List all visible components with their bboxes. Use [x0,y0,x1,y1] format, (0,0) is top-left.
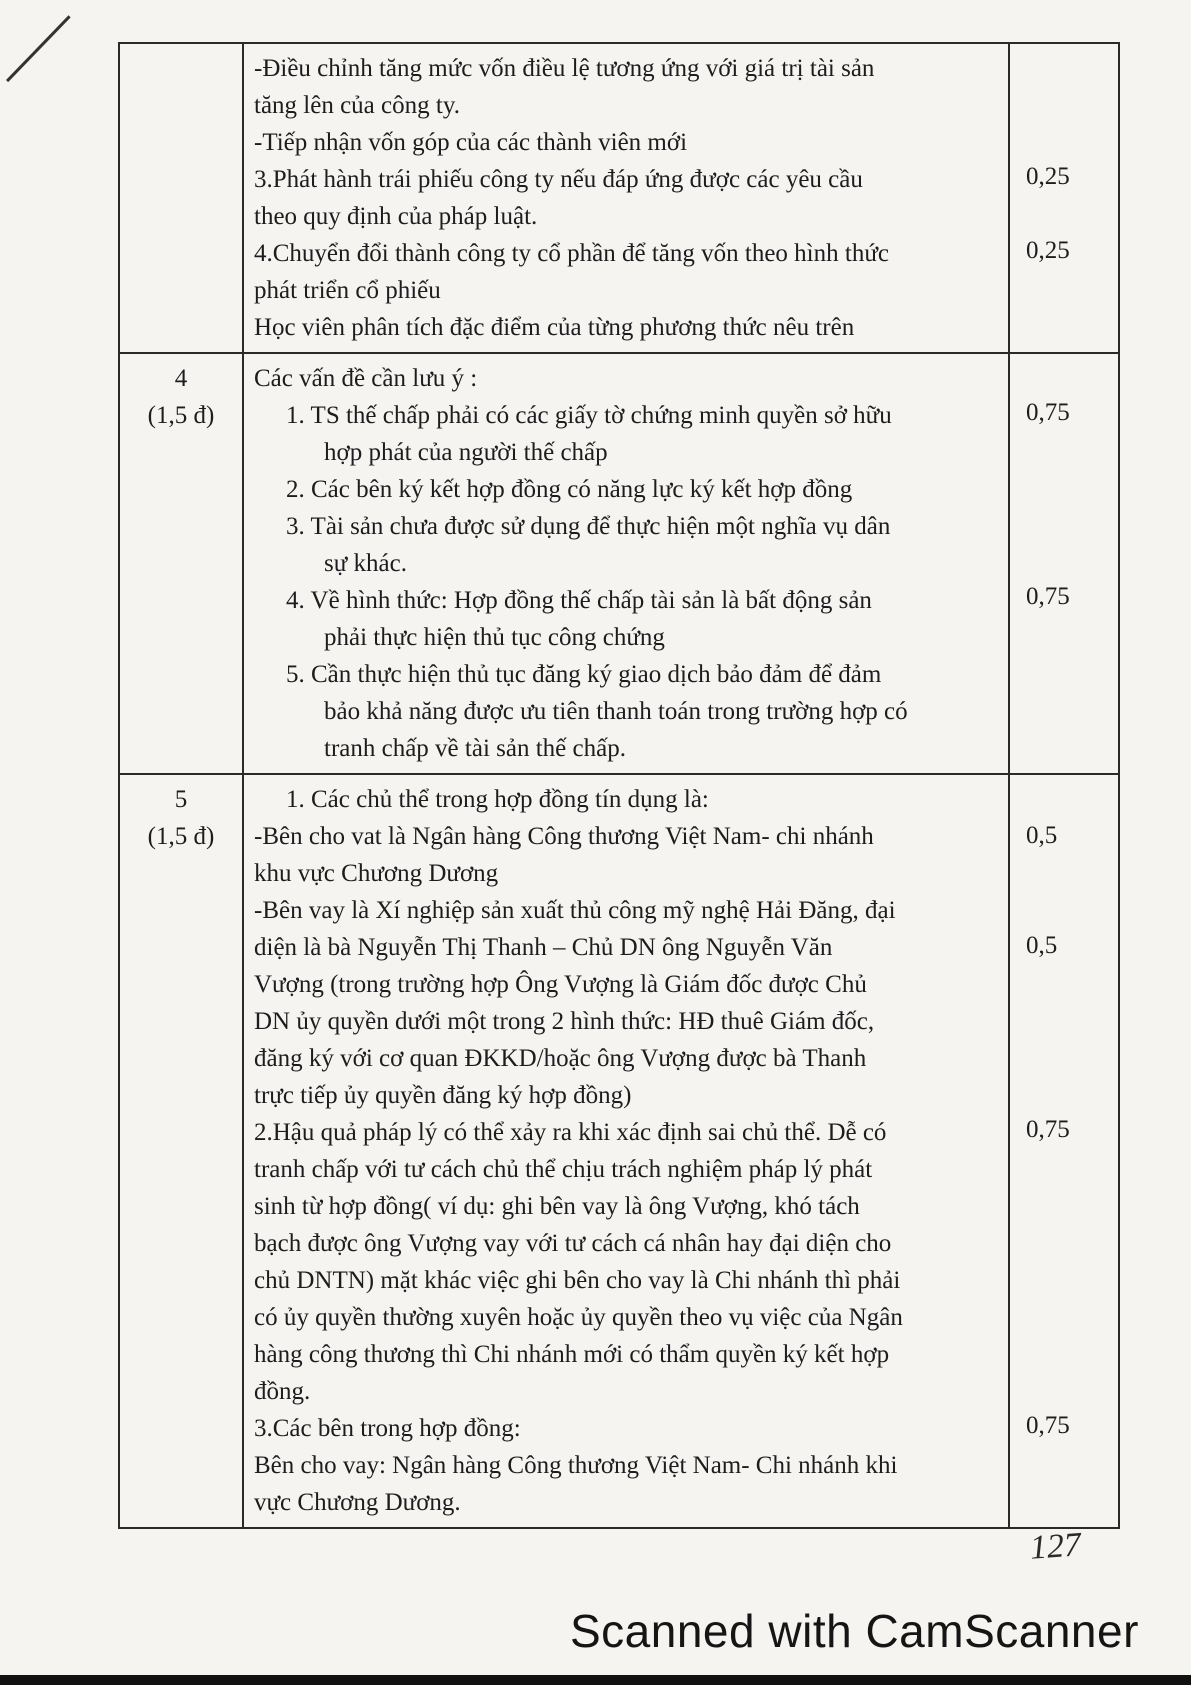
answer-line: -Bên vay là Xí nghiệp sản xuất thủ công mỹ nghệ Hải Đăng, đại [254,897,896,924]
score-cell [1009,43,1119,353]
score-value: 0,25 [1026,237,1070,264]
answer-line: -Điều chỉnh tăng mức vốn điều lệ tương ứng với giá trị tài sản [254,55,875,82]
answer-line: bảo khả năng được ưu tiên thanh toán trong trường hợp có [324,698,908,725]
table-row [119,43,1119,353]
answer-line: 5. Cần thực hiện thủ tục đăng ký giao dịch bảo đảm để đảm [286,661,882,688]
score-value: 0,75 [1026,1412,1070,1439]
score-value: 0,75 [1026,399,1070,426]
table-row [119,353,1119,774]
answer-line: 2.Hậu quả pháp lý có thể xảy ra khi xác định sai chủ thể. Dễ có [254,1119,887,1146]
answer-line: 3.Phát hành trái phiếu công ty nếu đáp ứng được các yêu cầu [254,166,863,193]
answer-line: Học viên phân tích đặc điểm của từng phương thức nêu trên [254,314,855,341]
score-value: 0,75 [1026,583,1070,610]
answer-line: tăng lên của công ty. [254,92,460,119]
answer-heading: Các vấn đề cần lưu ý : [254,365,478,392]
answer-line: Bên cho vay: Ngân hàng Công thương Việt Nam- Chi nhánh khi [254,1452,898,1479]
question-points: (1,5 đ) [147,402,215,429]
answer-line: khu vực Chương Dương [254,860,499,887]
answer-line: chủ DNTN) mặt khác việc ghi bên cho vay là Chi nhánh thì phải [254,1267,901,1294]
question-cell [119,43,243,353]
answer-line: hàng công thương thì Chi nhánh mới có thẩm quyền ký kết hợp [254,1341,890,1368]
answer-line: sinh từ hợp đồng( ví dụ: ghi bên vay là ông Vượng, khó tách [254,1193,860,1220]
question-number: 5 [174,786,188,813]
answer-line: theo quy định của pháp luật. [254,203,538,230]
page-number: 127 [1028,1526,1083,1567]
answer-line: hợp phát của người thế chấp [324,439,608,466]
score-value: 0,5 [1026,822,1058,849]
question-points: (1,5 đ) [147,823,215,850]
answer-line: đăng ký với cơ quan ĐKKD/hoặc ông Vượng được bà Thanh [254,1045,867,1072]
answer-line: phải thực hiện thủ tục công chứng [324,624,665,651]
answer-line: 2. Các bên ký kết hợp đồng có năng lực ký kết hợp đồng [286,476,853,503]
camscanner-watermark: Scanned with CamScanner [570,1605,1139,1657]
pen-mark [6,15,71,82]
score-cell [1009,774,1119,1528]
answer-cell [243,43,1009,353]
answer-line: tranh chấp về tài sản thế chấp. [324,735,626,762]
score-value: 0,75 [1026,1116,1070,1143]
answer-line: 3. Tài sản chưa được sử dụng để thực hiện một nghĩa vụ dân [286,513,891,540]
question-cell [119,353,243,774]
answer-line: đồng. [254,1378,311,1405]
question-number: 4 [174,365,188,392]
answer-line: 1. Các chủ thể trong hợp đồng tín dụng là: [286,786,709,813]
answer-cell [243,353,1009,774]
answer-line: tranh chấp với tư cách chủ thể chịu trách nghiệm pháp lý phát [254,1156,873,1183]
answer-line: -Bên cho vat là Ngân hàng Công thương Việt Nam- chi nhánh [254,823,874,850]
table-row [119,774,1119,1528]
answer-line: 3.Các bên trong hợp đồng: [254,1415,521,1442]
answer-line: có ủy quyền thường xuyên hoặc ủy quyền theo vụ việc của Ngân [254,1304,903,1331]
answer-line: -Tiếp nhận vốn góp của các thành viên mới [254,129,688,156]
score-value: 0,25 [1026,163,1070,190]
answer-line: DN ủy quyền dưới một trong 2 hình thức: HĐ thuê Giám đốc, [254,1008,875,1035]
answer-line: Vượng (trong trường hợp Ông Vượng là Giám đốc được Chủ [254,971,867,998]
answer-line: diện là bà Nguyễn Thị Thanh – Chủ DN ông Nguyễn Văn [254,934,833,961]
answer-cell [243,774,1009,1528]
score-cell [1009,353,1119,774]
answer-line: 1. TS thế chấp phải có các giấy tờ chứng minh quyền sở hữu [286,402,892,429]
score-value: 0,5 [1026,932,1058,959]
answer-line: 4. Về hình thức: Hợp đồng thế chấp tài sản là bất động sản [286,587,872,614]
bottom-edge [0,1675,1191,1685]
answer-line: vực Chương Dương. [254,1489,461,1516]
question-cell [119,774,243,1528]
grading-table [118,42,1120,1529]
answer-line: sự khác. [324,550,407,577]
answer-line: phát triển cổ phiếu [254,277,441,304]
answer-line: trực tiếp ủy quyền đăng ký hợp đồng) [254,1082,632,1109]
answer-line: bạch được ông Vượng vay với tư cách cá nhân hay đại diện cho [254,1230,892,1257]
answer-line: 4.Chuyển đổi thành công ty cổ phần để tăng vốn theo hình thức [254,240,889,267]
